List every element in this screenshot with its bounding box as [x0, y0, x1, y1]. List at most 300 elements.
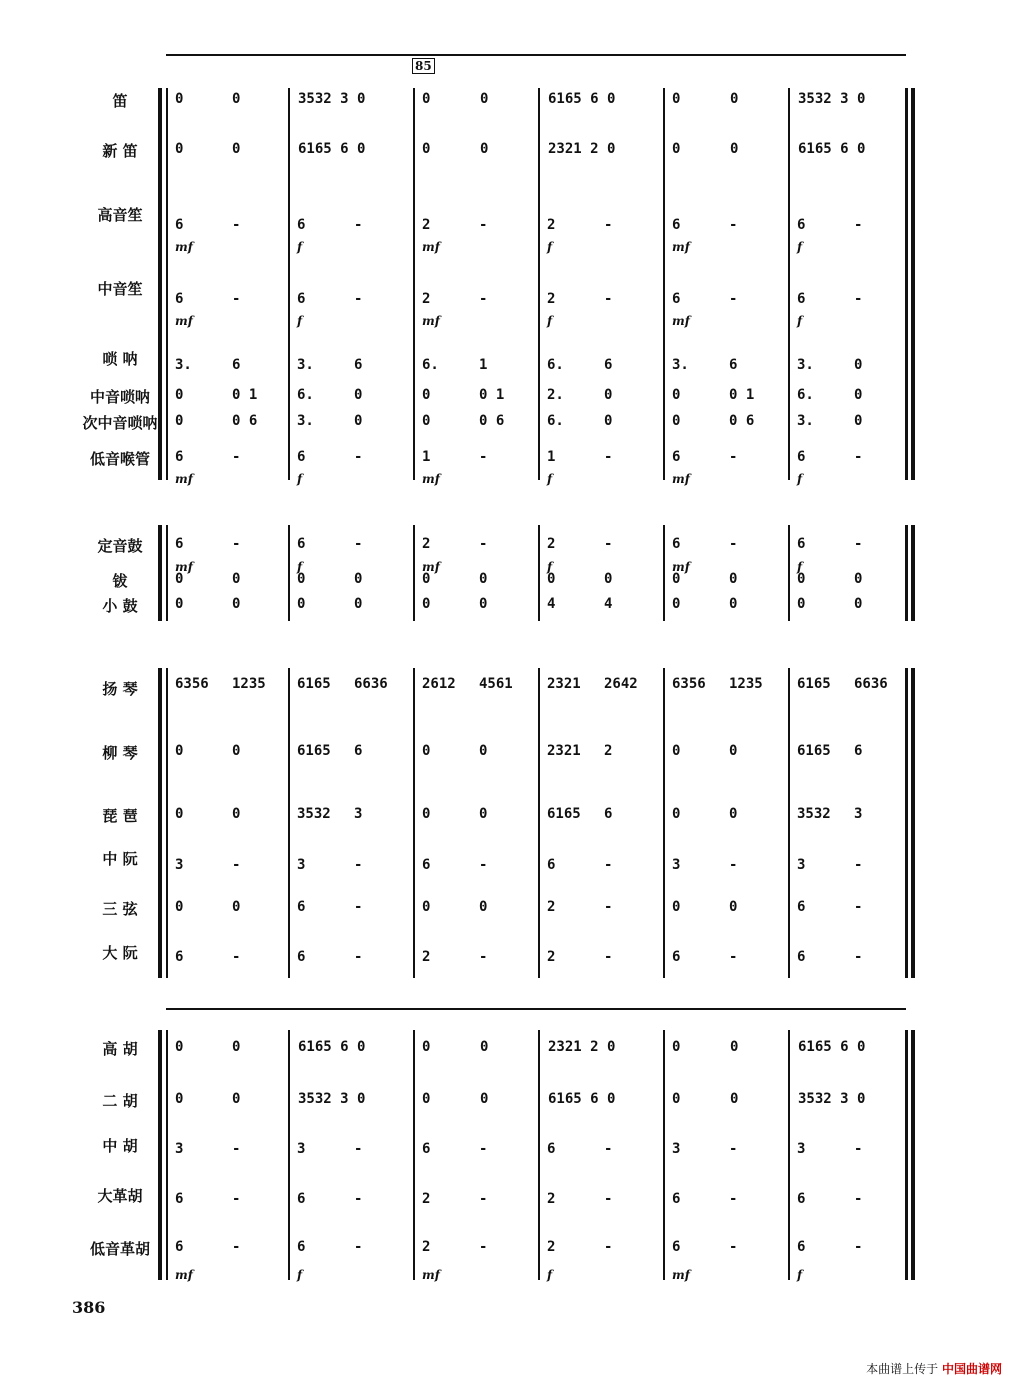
note: 6165 6 0 — [548, 1091, 616, 1107]
note: 2 — [547, 536, 556, 552]
note: - — [729, 1191, 738, 1207]
note: 6 — [672, 449, 681, 465]
note: 1 — [422, 449, 431, 465]
note: 6165 — [547, 806, 581, 822]
note: 6165 6 0 — [298, 141, 366, 157]
note: - — [232, 1141, 241, 1157]
note: 0 — [480, 1091, 489, 1107]
note: 0 — [604, 571, 613, 587]
instrument-label: 低音革胡 — [89, 1240, 150, 1258]
note: 0 — [672, 899, 681, 915]
note: 2 — [547, 899, 556, 915]
dynamic-mark: f — [547, 1268, 553, 1282]
dynamic-mark: f — [297, 314, 303, 328]
dynamic-mark: mf — [672, 314, 690, 328]
note: 6165 — [797, 743, 831, 759]
note: 0 — [175, 743, 184, 759]
barline — [166, 668, 168, 978]
note: 2 — [422, 949, 431, 965]
note: 6. — [547, 357, 564, 373]
barline — [663, 525, 665, 621]
note: - — [232, 857, 241, 873]
barline — [288, 668, 290, 978]
note: 3. — [297, 357, 314, 373]
dynamic-mark: mf — [422, 240, 440, 254]
note: 0 — [479, 743, 488, 759]
note: 3532 3 0 — [798, 91, 866, 107]
note: 0 — [672, 571, 681, 587]
note: 2 — [547, 1239, 556, 1255]
note: 6 — [175, 449, 184, 465]
note: - — [354, 899, 363, 915]
note: - — [729, 949, 738, 965]
instrument-label: 扬 琴 — [102, 680, 138, 698]
note: 0 — [354, 571, 363, 587]
note: 6 — [797, 217, 806, 233]
note: 0 — [422, 1039, 431, 1055]
note: 6 — [297, 449, 306, 465]
note: - — [604, 899, 613, 915]
note: 6 — [672, 291, 681, 307]
dynamic-mark: f — [297, 472, 303, 486]
note: 0 — [854, 596, 863, 612]
note: 0 — [175, 1091, 184, 1107]
instrument-label: 笛 — [112, 92, 128, 110]
note: - — [854, 291, 863, 307]
strings-rule — [166, 1008, 906, 1010]
instrument-label: 定音鼓 — [97, 537, 143, 555]
barline — [911, 668, 915, 978]
note: 0 — [232, 571, 241, 587]
barline — [911, 88, 915, 480]
note: 0 — [422, 1091, 431, 1107]
dynamic-mark: f — [797, 1268, 803, 1282]
note: 0 — [854, 413, 863, 429]
note: 0 — [480, 91, 489, 107]
instrument-label: 小 鼓 — [102, 597, 138, 615]
barline — [911, 1030, 915, 1280]
note: 0 6 — [232, 413, 258, 429]
note: 2642 — [604, 676, 638, 692]
note: 6 — [547, 1141, 556, 1157]
dynamic-mark: mf — [422, 1268, 440, 1282]
footer-prefix: 本曲谱上传于 — [866, 1362, 939, 1376]
barline — [538, 1030, 540, 1280]
note: 0 1 — [729, 387, 755, 403]
note: 0 — [422, 806, 431, 822]
note: - — [232, 1191, 241, 1207]
note: 0 — [672, 596, 681, 612]
note: - — [729, 1141, 738, 1157]
note: - — [232, 949, 241, 965]
instrument-label: 新 笛 — [102, 142, 138, 160]
note: 2 — [547, 217, 556, 233]
note: 4 — [604, 596, 613, 612]
note: - — [354, 1191, 363, 1207]
barline — [413, 1030, 415, 1280]
note: - — [232, 1239, 241, 1255]
dynamic-mark: mf — [175, 560, 193, 574]
note: 6165 — [797, 676, 831, 692]
note: 2 — [422, 1239, 431, 1255]
note: 2 — [604, 743, 613, 759]
note: - — [604, 949, 613, 965]
instrument-label: 琵 琶 — [102, 807, 138, 825]
barline — [788, 1030, 790, 1280]
dynamic-mark: mf — [672, 240, 690, 254]
note: 0 — [232, 1091, 241, 1107]
note: 6 — [175, 536, 184, 552]
note: 4561 — [479, 676, 513, 692]
note: 3532 — [797, 806, 831, 822]
dynamic-mark: mf — [672, 1268, 690, 1282]
dynamic-mark: f — [547, 314, 553, 328]
note: 0 1 — [232, 387, 258, 403]
note: - — [479, 1239, 488, 1255]
note: 0 — [354, 596, 363, 612]
barline — [413, 88, 415, 480]
instrument-label: 高音笙 — [97, 206, 143, 224]
barline — [288, 88, 290, 480]
instrument-label: 高 胡 — [102, 1040, 138, 1058]
note: 6 — [422, 857, 431, 873]
note: - — [729, 536, 738, 552]
barline — [538, 525, 540, 621]
note: 6 — [297, 536, 306, 552]
note: 3 — [175, 1141, 184, 1157]
note: 6 — [854, 743, 863, 759]
note: 3 — [297, 857, 306, 873]
note: - — [854, 899, 863, 915]
note: - — [354, 857, 363, 873]
note: 0 — [729, 596, 738, 612]
dynamic-mark: f — [297, 240, 303, 254]
note: - — [729, 217, 738, 233]
note: 3. — [797, 357, 814, 373]
dynamic-mark: f — [547, 240, 553, 254]
footer — [866, 1360, 1002, 1377]
note: 1235 — [729, 676, 763, 692]
note: 0 — [175, 596, 184, 612]
note: 6636 — [354, 676, 388, 692]
dynamic-mark: mf — [175, 472, 193, 486]
note: - — [479, 449, 488, 465]
note: - — [604, 291, 613, 307]
note: 6 — [672, 949, 681, 965]
note: 0 — [854, 571, 863, 587]
barline — [911, 525, 915, 621]
note: 0 — [604, 413, 613, 429]
note: - — [354, 291, 363, 307]
note: 0 — [422, 571, 431, 587]
note: 6165 6 0 — [798, 141, 866, 157]
note: 6165 6 0 — [798, 1039, 866, 1055]
note: 0 — [422, 899, 431, 915]
note: 6 — [297, 1239, 306, 1255]
note: 2321 — [547, 676, 581, 692]
barline — [288, 525, 290, 621]
note: - — [479, 949, 488, 965]
note: - — [604, 1141, 613, 1157]
note: - — [479, 1191, 488, 1207]
note: - — [354, 1239, 363, 1255]
note: 6165 6 0 — [548, 91, 616, 107]
barline — [166, 88, 168, 480]
note: 0 — [672, 1091, 681, 1107]
barline — [905, 1030, 908, 1280]
note: 0 — [232, 91, 241, 107]
dynamic-mark: f — [797, 240, 803, 254]
note: 3 — [672, 1141, 681, 1157]
note: 0 — [480, 141, 489, 157]
note: 3. — [175, 357, 192, 373]
note: 3532 3 0 — [798, 1091, 866, 1107]
note: 6 — [797, 899, 806, 915]
note: 6 — [175, 1239, 184, 1255]
top-rule — [166, 54, 906, 56]
note: 6 — [232, 357, 241, 373]
note: - — [854, 536, 863, 552]
page-number: 386 — [72, 1298, 106, 1317]
note: 0 — [797, 571, 806, 587]
barline — [788, 668, 790, 978]
note: 6 — [297, 949, 306, 965]
note: 0 — [422, 596, 431, 612]
note: 0 — [547, 571, 556, 587]
note: - — [854, 949, 863, 965]
barline — [413, 525, 415, 621]
barline — [905, 668, 908, 978]
note: - — [354, 949, 363, 965]
note: 4 — [547, 596, 556, 612]
note: 6 — [672, 1191, 681, 1207]
note: 0 — [422, 413, 431, 429]
note: 6 — [422, 1141, 431, 1157]
note: 6 — [604, 357, 613, 373]
note: 2 — [422, 291, 431, 307]
note: 0 — [480, 1039, 489, 1055]
note: - — [604, 1239, 613, 1255]
note: 0 — [422, 387, 431, 403]
note: 0 — [604, 387, 613, 403]
note: 0 — [422, 141, 431, 157]
note: - — [729, 449, 738, 465]
note: 0 — [730, 91, 739, 107]
note: 0 — [729, 806, 738, 822]
dynamic-mark: mf — [175, 240, 193, 254]
note: - — [854, 1191, 863, 1207]
barline — [538, 88, 540, 480]
note: - — [854, 449, 863, 465]
note: - — [232, 217, 241, 233]
instrument-label: 钹 — [112, 572, 128, 590]
note: 0 — [672, 1039, 681, 1055]
barline — [166, 1030, 168, 1280]
dynamic-mark: mf — [672, 472, 690, 486]
note: 6 — [797, 536, 806, 552]
note: 0 — [854, 357, 863, 373]
note: 6356 — [175, 676, 209, 692]
dynamic-mark: f — [797, 314, 803, 328]
note: 6 — [672, 217, 681, 233]
note: 0 — [479, 899, 488, 915]
note: 0 — [479, 571, 488, 587]
note: 0 — [175, 1039, 184, 1055]
note: - — [604, 857, 613, 873]
note: 6 — [175, 949, 184, 965]
note: 6 — [797, 949, 806, 965]
note: 2 — [422, 536, 431, 552]
note: 3532 3 0 — [298, 1091, 366, 1107]
note: 0 6 — [479, 413, 505, 429]
note: 1 — [547, 449, 556, 465]
note: 0 — [672, 413, 681, 429]
dynamic-mark: mf — [175, 1268, 193, 1282]
note: 2612 — [422, 676, 456, 692]
note: - — [729, 291, 738, 307]
note: 3 — [354, 806, 363, 822]
instrument-label: 中 胡 — [102, 1137, 138, 1155]
instrument-label: 次中音唢呐 — [82, 414, 158, 432]
note: 0 — [854, 387, 863, 403]
instrument-label: 唢 呐 — [102, 350, 138, 368]
note: - — [854, 1239, 863, 1255]
note: 6 — [797, 449, 806, 465]
note: 0 — [232, 596, 241, 612]
note: - — [604, 1191, 613, 1207]
note: 0 — [729, 899, 738, 915]
note: 0 — [672, 806, 681, 822]
note: 0 1 — [479, 387, 505, 403]
dynamic-mark: mf — [175, 314, 193, 328]
note: 2321 — [547, 743, 581, 759]
note: 2. — [547, 387, 564, 403]
note: 0 — [672, 387, 681, 403]
note: 6 — [729, 357, 738, 373]
barline — [663, 88, 665, 480]
instrument-label: 柳 琴 — [102, 744, 138, 762]
note: 6 — [604, 806, 613, 822]
note: - — [479, 536, 488, 552]
note: 0 — [297, 571, 306, 587]
note: 2 — [547, 949, 556, 965]
note: - — [854, 1141, 863, 1157]
note: 6. — [797, 387, 814, 403]
note: 3 — [297, 1141, 306, 1157]
note: 6165 — [297, 676, 331, 692]
barline — [663, 1030, 665, 1280]
instrument-label: 中 阮 — [102, 850, 138, 868]
note: 0 — [729, 743, 738, 759]
note: 0 — [730, 1039, 739, 1055]
dynamic-mark: f — [797, 560, 803, 574]
note: 3 — [797, 1141, 806, 1157]
note: 6 — [175, 217, 184, 233]
note: 2 — [422, 217, 431, 233]
note: 6. — [547, 413, 564, 429]
instrument-label: 大革胡 — [97, 1187, 143, 1205]
note: - — [354, 217, 363, 233]
note: 6 — [672, 1239, 681, 1255]
dynamic-mark: f — [297, 1268, 303, 1282]
note: 6636 — [854, 676, 888, 692]
note: 6. — [422, 357, 439, 373]
note: 6 — [354, 357, 363, 373]
dynamic-mark: f — [797, 472, 803, 486]
barline — [788, 88, 790, 480]
dynamic-mark: mf — [672, 560, 690, 574]
barline — [905, 88, 908, 480]
note: 0 — [422, 91, 431, 107]
note: - — [232, 536, 241, 552]
barline — [413, 668, 415, 978]
note: 0 — [175, 387, 184, 403]
note: 0 — [797, 596, 806, 612]
note: 3. — [297, 413, 314, 429]
note: - — [729, 857, 738, 873]
note: 3532 3 0 — [298, 91, 366, 107]
instrument-label: 三 弦 — [102, 900, 138, 918]
note: 0 — [175, 413, 184, 429]
barline — [538, 668, 540, 978]
note: 3 — [854, 806, 863, 822]
note: 0 — [730, 1091, 739, 1107]
note: - — [854, 217, 863, 233]
note: - — [354, 449, 363, 465]
note: - — [854, 857, 863, 873]
note: 0 — [175, 571, 184, 587]
note: 0 — [672, 141, 681, 157]
note: 0 — [232, 141, 241, 157]
note: - — [479, 857, 488, 873]
note: - — [604, 536, 613, 552]
note: 0 — [422, 743, 431, 759]
note: 0 — [175, 806, 184, 822]
instrument-label: 二 胡 — [102, 1092, 138, 1110]
barline — [288, 1030, 290, 1280]
dynamic-mark: f — [297, 560, 303, 574]
barline — [905, 525, 908, 621]
note: 0 — [729, 571, 738, 587]
note: 0 — [354, 387, 363, 403]
note: 0 — [175, 899, 184, 915]
note: 6 — [547, 857, 556, 873]
barline — [788, 525, 790, 621]
note: 0 — [232, 743, 241, 759]
note: 0 — [479, 806, 488, 822]
dynamic-mark: mf — [422, 314, 440, 328]
note: 6 — [797, 291, 806, 307]
note: 3532 — [297, 806, 331, 822]
instrument-label: 中音唢呐 — [89, 388, 150, 406]
note: 3 — [797, 857, 806, 873]
instrument-label: 大 阮 — [102, 944, 138, 962]
note: 6 — [797, 1191, 806, 1207]
note: 0 — [479, 596, 488, 612]
note: - — [479, 1141, 488, 1157]
note: 0 — [354, 413, 363, 429]
barline — [166, 525, 168, 621]
note: 6 — [297, 899, 306, 915]
instrument-label: 低音喉管 — [89, 450, 150, 468]
note: 2 — [547, 291, 556, 307]
note: - — [479, 291, 488, 307]
note: 0 — [297, 596, 306, 612]
note: 2 — [422, 1191, 431, 1207]
dynamic-mark: mf — [422, 560, 440, 574]
note: 6 — [797, 1239, 806, 1255]
footer-site-logo: 中国曲谱网 — [941, 1362, 1002, 1376]
